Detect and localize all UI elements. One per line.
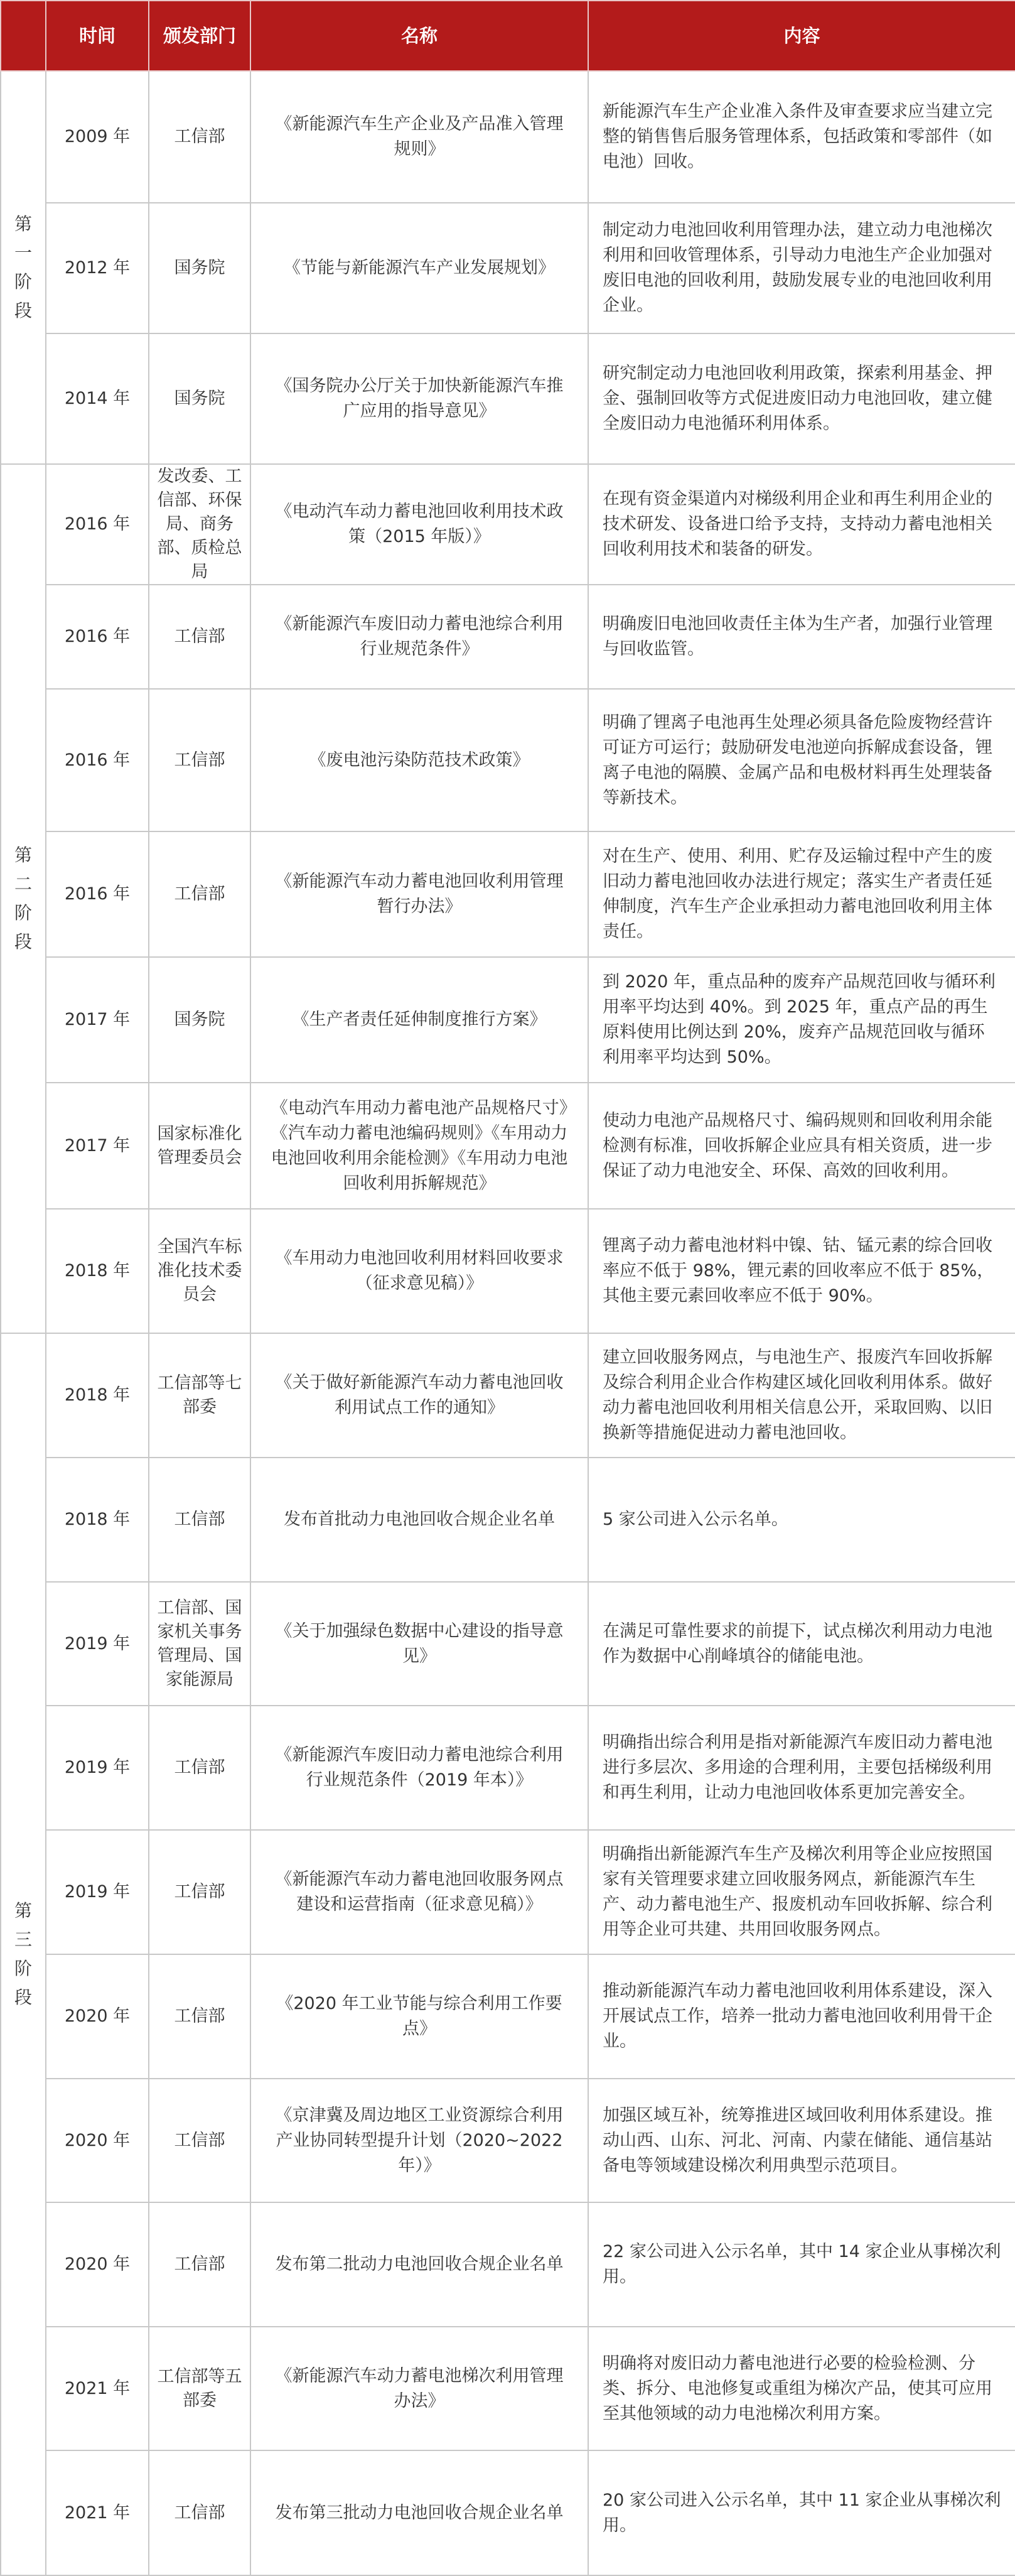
header-stage [1,1,46,71]
table-row [1,1706,1015,1830]
row-dept: 工信部等五部委 [149,2327,250,2450]
row-content: 到 2020 年，重点品种的废弃产品规范回收与循环利用率平均达到 40%。到 2025 年，重点产品的再生原料使用比例达到 20%，废弃产品规范回收与循环利用率平均达到 50%。 [588,957,1015,1083]
row-dept: 工信部 [149,1706,250,1830]
table-row [1,1083,1015,1209]
row-name: 《新能源汽车废旧动力蓄电池综合利用行业规范条件》 [250,585,588,689]
row-dept: 工信部 [149,2202,250,2327]
row-content: 对在生产、使用、利用、贮存及运输过程中产生的废旧动力蓄电池回收办法进行规定；落实生产者责任延伸制度，汽车生产企业承担动力蓄电池回收利用主体责任。 [588,831,1015,957]
row-dept: 全国汽车标准化技术委员会 [149,1209,250,1333]
row-content: 加强区域互补，统筹推进区域回收利用体系建设。推动山西、山东、河北、河南、内蒙在储能、通信基站备电等领域建设梯次利用典型示范项目。 [588,2079,1015,2202]
row-content: 建立回收服务网点，与电池生产、报废汽车回收拆解及综合利用企业合作构建区域化回收利用体系。做好动力蓄电池回收利用相关信息公开，采取回购、以旧换新等措施促进动力蓄电池回收。 [588,1333,1015,1458]
row-name: 《电动汽车用动力蓄电池产品规格尺寸》《汽车动力蓄电池编码规则》《车用动力电池回收利用余能检测》《车用动力电池回收利用拆解规范》 [250,1083,588,1209]
row-content: 明确了锂离子电池再生处理必须具备危险废物经营许可证方可运行；鼓励研发电池逆向拆解成套设备，锂离子电池的隔膜、金属产品和电极材料再生处理装备等新技术。 [588,689,1015,831]
row-name: 《关于加强绿色数据中心建设的指导意见》 [250,1582,588,1706]
row-content: 明确指出综合利用是指对新能源汽车废旧动力蓄电池进行多层次、多用途的合理利用，主要包括梯级利用和再生利用，让动力电池回收体系更加完善安全。 [588,1706,1015,1830]
row-time: 2009 年 [46,71,149,203]
row-name: 《京津冀及周边地区工业资源综合利用产业协同转型提升计划（2020~2022 年）》 [250,2079,588,2202]
row-name: 《新能源汽车生产企业及产品准入管理规则》 [250,71,588,203]
row-content: 明确指出新能源汽车生产及梯次利用等企业应按照国家有关管理要求建立回收服务网点，新能源汽车生产、动力蓄电池生产、报废机动车回收拆解、综合利用等企业可共建、共用回收服务网点。 [588,1830,1015,1954]
row-time: 2018 年 [46,1458,149,1582]
stage-label: 第二阶段 [1,464,46,1333]
table-body [1,71,1015,2575]
row-dept: 工信部 [149,585,250,689]
row-time: 2020 年 [46,1954,149,2079]
row-dept: 工信部 [149,831,250,957]
row-name: 《生产者责任延伸制度推行方案》 [250,957,588,1083]
row-name: 《关于做好新能源汽车动力蓄电池回收利用试点工作的通知》 [250,1333,588,1458]
header-dept: 颁发部门 [149,1,250,71]
row-dept: 工信部 [149,689,250,831]
table-row [1,1582,1015,1706]
row-time: 2021 年 [46,2327,149,2450]
table-row [1,1209,1015,1333]
row-time: 2017 年 [46,957,149,1083]
table-row [1,957,1015,1083]
row-time: 2016 年 [46,464,149,585]
row-content: 使动力电池产品规格尺寸、编码规则和回收利用余能检测有标准，回收拆解企业应具有相关资质，进一步保证了动力电池安全、环保、高效的回收利用。 [588,1083,1015,1209]
table-row [1,464,1015,585]
table-row [1,831,1015,957]
row-name: 《2020 年工业节能与综合利用工作要点》 [250,1954,588,2079]
table-header-row [1,1,1015,71]
row-dept: 工信部、国家机关事务管理局、国家能源局 [149,1582,250,1706]
row-time: 2014 年 [46,333,149,464]
row-dept: 国家标准化管理委员会 [149,1083,250,1209]
row-time: 2019 年 [46,1706,149,1830]
row-name: 《新能源汽车动力蓄电池回收服务网点建设和运营指南（征求意见稿）》 [250,1830,588,1954]
row-name: 《废电池污染防范技术政策》 [250,689,588,831]
row-name: 《车用动力电池回收利用材料回收要求（征求意见稿）》 [250,1209,588,1333]
header-content: 内容 [588,1,1015,71]
row-time: 2012 年 [46,203,149,333]
row-dept: 工信部 [149,2079,250,2202]
row-time: 2020 年 [46,2202,149,2327]
table-row [1,1458,1015,1582]
row-dept: 国务院 [149,203,250,333]
table-row [1,585,1015,689]
row-time: 2020 年 [46,2079,149,2202]
row-dept: 发改委、工信部、环保局、商务部、质检总局 [149,464,250,585]
row-content: 在满足可靠性要求的前提下，试点梯次利用动力电池作为数据中心削峰填谷的储能电池。 [588,1582,1015,1706]
table-row [1,203,1015,333]
row-name: 《新能源汽车废旧动力蓄电池综合利用行业规范条件（2019 年本）》 [250,1706,588,1830]
row-content: 20 家公司进入公示名单，其中 11 家企业从事梯次利用。 [588,2450,1015,2575]
row-content: 在现有资金渠道内对梯级利用企业和再生利用企业的技术研发、设备进口给予支持，支持动力蓄电池相关回收利用技术和装备的研发。 [588,464,1015,585]
row-time: 2018 年 [46,1333,149,1458]
header-time: 时间 [46,1,149,71]
row-time: 2021 年 [46,2450,149,2575]
table-row [1,2327,1015,2450]
row-content: 明确将对废旧动力蓄电池进行必要的检验检测、分类、拆分、电池修复或重组为梯次产品，使其可应用至其他领域的动力电池梯次利用方案。 [588,2327,1015,2450]
table-row [1,689,1015,831]
row-time: 2016 年 [46,831,149,957]
row-name: 《新能源汽车动力蓄电池梯次利用管理办法》 [250,2327,588,2450]
row-dept: 工信部 [149,1458,250,1582]
row-content: 锂离子动力蓄电池材料中镍、钴、锰元素的综合回收率应不低于 98%，锂元素的回收率应不低于 85%，其他主要元素回收率应不低于 90%。 [588,1209,1015,1333]
table-row [1,1830,1015,1954]
row-time: 2016 年 [46,689,149,831]
row-time: 2017 年 [46,1083,149,1209]
row-name: 《节能与新能源汽车产业发展规划》 [250,203,588,333]
row-time: 2016 年 [46,585,149,689]
stage-label: 第一阶段 [1,71,46,464]
row-name: 发布第二批动力电池回收合规企业名单 [250,2202,588,2327]
table-row [1,2450,1015,2575]
row-name: 发布第三批动力电池回收合规企业名单 [250,2450,588,2575]
row-content: 新能源汽车生产企业准入条件及审查要求应当建立完整的销售售后服务管理体系，包括政策和零部件（如电池）回收。 [588,71,1015,203]
row-content: 推动新能源汽车动力蓄电池回收利用体系建设，深入开展试点工作，培养一批动力蓄电池回收利用骨干企业。 [588,1954,1015,2079]
row-name: 《电动汽车动力蓄电池回收利用技术政策（2015 年版）》 [250,464,588,585]
row-content: 明确废旧电池回收责任主体为生产者，加强行业管理与回收监管。 [588,585,1015,689]
row-dept: 国务院 [149,333,250,464]
row-dept: 工信部等七部委 [149,1333,250,1458]
stage-label: 第三阶段 [1,1333,46,2575]
row-dept: 工信部 [149,71,250,203]
row-time: 2019 年 [46,1830,149,1954]
row-content: 5 家公司进入公示名单。 [588,1458,1015,1582]
row-name: 发布首批动力电池回收合规企业名单 [250,1458,588,1582]
table-row [1,2202,1015,2327]
row-dept: 工信部 [149,1830,250,1954]
row-content: 22 家公司进入公示名单，其中 14 家企业从事梯次利用。 [588,2202,1015,2327]
row-dept: 工信部 [149,2450,250,2575]
table-row [1,71,1015,203]
row-dept: 国务院 [149,957,250,1083]
row-content: 研究制定动力电池回收利用政策，探索利用基金、押金、强制回收等方式促进废旧动力电池回收，建立健全废旧动力电池循环利用体系。 [588,333,1015,464]
header-name: 名称 [250,1,588,71]
table-row [1,2079,1015,2202]
row-time: 2019 年 [46,1582,149,1706]
row-content: 制定动力电池回收利用管理办法，建立动力电池梯次利用和回收管理体系，引导动力电池生产企业加强对废旧电池的回收利用，鼓励发展专业的电池回收利用企业。 [588,203,1015,333]
table-row [1,1333,1015,1458]
table-row [1,333,1015,464]
row-name: 《国务院办公厅关于加快新能源汽车推广应用的指导意见》 [250,333,588,464]
row-name: 《新能源汽车动力蓄电池回收利用管理暂行办法》 [250,831,588,957]
row-time: 2018 年 [46,1209,149,1333]
table-row [1,1954,1015,2079]
row-dept: 工信部 [149,1954,250,2079]
